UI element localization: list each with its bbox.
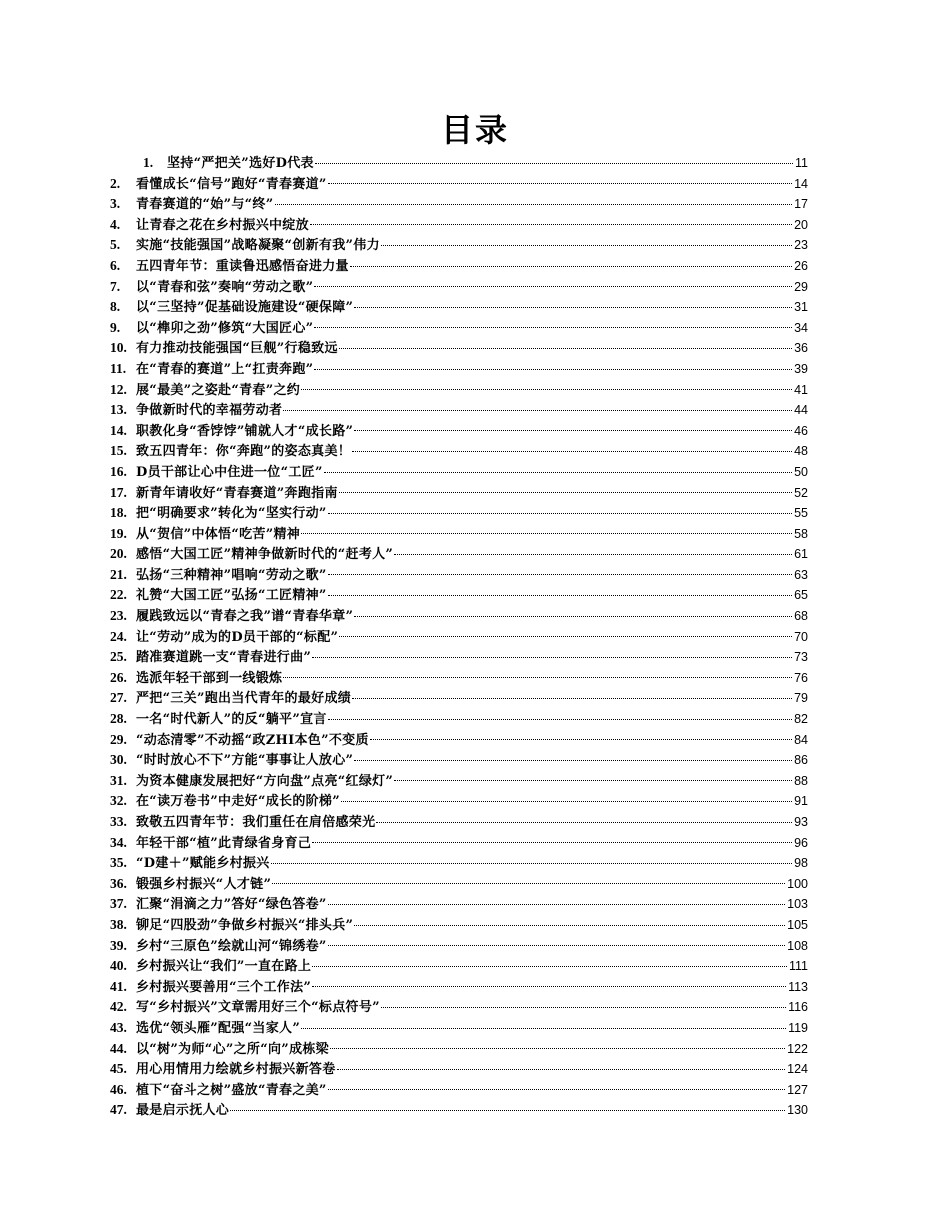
toc-entry[interactable] bbox=[110, 1080, 808, 1101]
toc-entry-page: 119 bbox=[788, 1020, 808, 1035]
toc-entry-title[interactable]: 年轻干部“植”此青绿省身育己 bbox=[136, 835, 312, 851]
toc-leader-dots bbox=[301, 388, 792, 390]
toc-entry[interactable] bbox=[110, 338, 808, 359]
toc-entry-page: 34 bbox=[794, 320, 808, 335]
toc-entry-title[interactable]: 用心用情用力绘就乡村振兴新答卷 bbox=[136, 1062, 336, 1078]
toc-leader-dots bbox=[337, 1068, 786, 1070]
toc-entry-number: 42. bbox=[110, 999, 127, 1015]
toc-entry-number: 45. bbox=[110, 1061, 127, 1077]
toc-entry-page: 127 bbox=[787, 1082, 808, 1097]
toc-entry[interactable] bbox=[110, 277, 808, 298]
toc-leader-dots bbox=[271, 862, 793, 864]
toc-leader-dots bbox=[381, 244, 792, 246]
toc-leader-dots bbox=[328, 512, 792, 514]
toc-entry-page: 116 bbox=[788, 1000, 808, 1015]
toc-entry[interactable] bbox=[110, 688, 808, 709]
toc-leader-dots bbox=[339, 491, 792, 493]
toc-entry-title[interactable]: 选派年轻干部到一线锻炼 bbox=[136, 670, 283, 686]
toc-entry-page: 103 bbox=[787, 897, 808, 912]
toc-entry-title[interactable]: 五四青年节：重读鲁迅感悟奋进力量 bbox=[136, 258, 349, 274]
toc-entry-title[interactable]: 礼赞“大国工匠”弘扬“工匠精神” bbox=[136, 588, 327, 604]
toc-entry[interactable] bbox=[110, 565, 808, 586]
toc-entry-title[interactable]: 职教化身“香饽饽”铺就人才“成长路” bbox=[136, 423, 354, 439]
toc-entry-number: 22. bbox=[110, 587, 127, 603]
toc-entry[interactable] bbox=[110, 730, 808, 751]
toc-entry[interactable] bbox=[110, 441, 808, 462]
toc-entry-page: 86 bbox=[794, 753, 808, 768]
toc-leader-dots bbox=[339, 347, 792, 349]
toc-entry-title[interactable]: 一名“时代新人”的反“躺平”宣言 bbox=[136, 712, 327, 728]
toc-entry-number: 12. bbox=[110, 381, 127, 397]
toc-entry-number: 6. bbox=[110, 257, 121, 273]
toc-entry-title[interactable]: 实施“技能强国”战略凝聚“创新有我”伟力 bbox=[136, 238, 380, 254]
toc-entry-number: 43. bbox=[110, 1019, 127, 1035]
toc-leader-dots bbox=[354, 429, 792, 431]
toc-entry[interactable] bbox=[110, 750, 808, 771]
toc-leader-dots bbox=[328, 944, 785, 946]
toc-entry-page: 84 bbox=[794, 732, 808, 747]
toc-entry-number: 8. bbox=[110, 299, 121, 315]
toc-entry-number: 21. bbox=[110, 566, 127, 582]
toc-entry-number: 32. bbox=[110, 793, 127, 809]
toc-entry[interactable] bbox=[110, 894, 808, 915]
toc-leader-dots bbox=[314, 326, 792, 328]
toc-entry-number: 47. bbox=[110, 1102, 127, 1118]
toc-entry-number: 37. bbox=[110, 896, 127, 912]
toc-entry-title[interactable]: 植下“奋斗之树”盛放“青春之美” bbox=[136, 1082, 327, 1098]
toc-entry-title[interactable]: D员干部让心中住进一位“工匠” bbox=[136, 464, 323, 480]
toc-entry-title[interactable]: 履践致远以“青春之我”谱“青春华章” bbox=[136, 609, 354, 625]
toc-leader-dots bbox=[283, 676, 792, 678]
toc-leader-dots bbox=[328, 594, 792, 596]
toc-entry-page: 46 bbox=[794, 423, 808, 438]
toc-entry-page: 73 bbox=[794, 650, 808, 665]
toc-entry[interactable] bbox=[110, 915, 808, 936]
toc-entry-page: 58 bbox=[794, 526, 808, 541]
toc-entry[interactable] bbox=[110, 791, 808, 812]
toc-entry-page: 44 bbox=[794, 403, 808, 418]
toc-entry[interactable] bbox=[110, 235, 808, 256]
toc-leader-dots bbox=[301, 1027, 786, 1029]
toc-entry-number: 33. bbox=[110, 814, 127, 829]
toc-entry-number: 29. bbox=[110, 731, 127, 747]
toc-entry-page: 82 bbox=[794, 712, 808, 727]
toc-leader-dots bbox=[370, 738, 792, 740]
toc-entry-page: 108 bbox=[787, 938, 808, 953]
toc-entry-page: 122 bbox=[787, 1041, 808, 1056]
toc-leader-dots bbox=[328, 573, 792, 575]
toc-entry-number: 15. bbox=[110, 443, 127, 459]
toc-entry[interactable] bbox=[110, 503, 808, 524]
toc-entry-title[interactable]: 在“青春的赛道”上“扛责奔跑” bbox=[136, 361, 314, 377]
toc-entry-number: 2. bbox=[110, 175, 121, 191]
toc-entry-title[interactable]: 致五四青年：你“奔跑”的姿态真美！ bbox=[136, 444, 352, 460]
toc-entry-number: 40. bbox=[110, 958, 127, 974]
toc-entry-number: 9. bbox=[110, 319, 121, 335]
toc-entry[interactable] bbox=[110, 627, 808, 648]
toc-entry-page: 113 bbox=[788, 979, 808, 994]
toc-entry-page: 61 bbox=[794, 547, 808, 562]
toc-entry-number: 11. bbox=[110, 360, 127, 376]
toc-leader-dots bbox=[283, 409, 792, 411]
toc-entry-page: 88 bbox=[794, 773, 808, 788]
table-of-contents bbox=[110, 153, 808, 1121]
toc-entry-title[interactable]: 看懂成长“信号”跑好“青春赛道” bbox=[136, 176, 327, 192]
toc-entry-number: 38. bbox=[110, 916, 127, 932]
toc-entry-page: 91 bbox=[794, 794, 808, 809]
toc-entry[interactable] bbox=[110, 606, 808, 627]
toc-entry-page: 52 bbox=[794, 485, 808, 500]
toc-entry-title[interactable]: 让“劳动”成为的D员干部的“标配” bbox=[136, 629, 339, 645]
toc-entry-number: 27. bbox=[110, 690, 127, 706]
page-title: 目录 bbox=[440, 111, 509, 149]
toc-entry-number: 31. bbox=[110, 772, 127, 788]
toc-leader-dots bbox=[314, 368, 792, 370]
toc-entry-title[interactable]: 锻强乡村振兴“人才链” bbox=[136, 876, 272, 892]
toc-entry-title[interactable]: 以“青春和弦”奏响“劳动之歌” bbox=[136, 279, 314, 295]
toc-entry-title[interactable]: 以“榫卯之劲”修筑“大国匠心” bbox=[136, 320, 314, 336]
toc-entry-title[interactable]: “时时放心不下”方能“事事让人放心” bbox=[136, 753, 354, 769]
toc-entry[interactable] bbox=[110, 812, 808, 833]
toc-entry[interactable] bbox=[110, 1018, 808, 1039]
toc-entry-number: 17. bbox=[110, 484, 127, 500]
toc-leader-dots bbox=[230, 1109, 785, 1111]
toc-entry-title[interactable]: 最是启示抚人心 bbox=[136, 1103, 230, 1119]
toc-leader-dots bbox=[324, 471, 792, 473]
toc-entry-number: 10. bbox=[110, 340, 127, 356]
toc-leader-dots bbox=[330, 1047, 785, 1049]
toc-entry-title[interactable]: 争做新时代的幸福劳动者 bbox=[136, 403, 283, 419]
toc-leader-dots bbox=[272, 882, 785, 884]
toc-entry-page: 98 bbox=[794, 856, 808, 871]
toc-entry-number: 28. bbox=[110, 711, 127, 727]
toc-entry-page: 70 bbox=[794, 629, 808, 644]
toc-entry[interactable] bbox=[110, 771, 808, 792]
toc-entry-page: 11 bbox=[795, 156, 808, 170]
toc-entry-page: 100 bbox=[787, 876, 808, 891]
toc-leader-dots bbox=[328, 903, 785, 905]
toc-leader-dots bbox=[312, 965, 787, 967]
toc-entry-page: 36 bbox=[794, 341, 808, 356]
toc-entry-title[interactable]: 汇聚“涓滴之力”答好“绿色答卷” bbox=[136, 897, 327, 913]
toc-entry[interactable] bbox=[110, 256, 808, 277]
toc-entry-page: 31 bbox=[794, 300, 808, 315]
toc-leader-dots bbox=[314, 285, 792, 287]
toc-leader-dots bbox=[312, 656, 792, 658]
toc-entry[interactable] bbox=[110, 215, 808, 236]
toc-entry-title[interactable]: 让青春之花在乡村振兴中绽放 bbox=[136, 217, 309, 233]
toc-leader-dots bbox=[354, 924, 785, 926]
toc-entry[interactable] bbox=[110, 483, 808, 504]
toc-entry-page: 55 bbox=[794, 506, 808, 521]
toc-leader-dots bbox=[328, 182, 792, 184]
toc-leader-dots bbox=[354, 615, 792, 617]
toc-entry-number: 5. bbox=[110, 237, 121, 253]
toc-entry[interactable] bbox=[110, 668, 808, 689]
toc-leader-dots bbox=[394, 553, 792, 555]
toc-entry-title[interactable]: 坚持“严把关”选好D代表 bbox=[167, 156, 314, 171]
toc-entry-number: 30. bbox=[110, 752, 127, 768]
toc-entry[interactable] bbox=[110, 997, 808, 1018]
toc-entry[interactable] bbox=[110, 194, 808, 215]
toc-entry[interactable] bbox=[110, 421, 808, 442]
toc-entry-title[interactable]: 展“最美”之姿赴“青春”之约 bbox=[136, 382, 301, 398]
toc-entry[interactable] bbox=[110, 318, 808, 339]
toc-leader-dots bbox=[310, 223, 792, 225]
toc-leader-dots bbox=[341, 800, 792, 802]
toc-entry-title[interactable]: 为资本健康发展把好“方向盘”点亮“红绿灯” bbox=[136, 773, 394, 789]
toc-entry[interactable] bbox=[110, 524, 808, 545]
toc-entry[interactable] bbox=[110, 936, 808, 957]
toc-entry-number: 34. bbox=[110, 834, 127, 850]
toc-entry-title[interactable]: 致敬五四青年节：我们重任在肩倍感荣光 bbox=[136, 815, 376, 830]
toc-entry-page: 65 bbox=[794, 588, 808, 603]
toc-entry[interactable] bbox=[110, 977, 808, 998]
toc-entry[interactable] bbox=[110, 1059, 808, 1080]
toc-entry-page: 26 bbox=[794, 258, 808, 273]
toc-entry-page: 39 bbox=[794, 361, 808, 376]
toc-entry-title[interactable]: 乡村振兴让“我们”一直在路上 bbox=[136, 959, 312, 975]
toc-entry[interactable] bbox=[110, 380, 808, 401]
toc-leader-dots bbox=[394, 779, 792, 781]
toc-entry-page: 14 bbox=[794, 176, 808, 191]
toc-entry-number: 23. bbox=[110, 608, 127, 624]
toc-entry-number: 19. bbox=[110, 525, 127, 541]
toc-entry[interactable] bbox=[110, 462, 808, 483]
toc-leader-dots bbox=[381, 1006, 786, 1008]
toc-entry-page: 68 bbox=[794, 609, 808, 624]
toc-entry-title[interactable]: 从“贺信”中体悟“吃苦”精神 bbox=[136, 526, 301, 542]
toc-leader-dots bbox=[352, 697, 792, 699]
toc-entry-title[interactable]: “动态清零”不动摇“政ZHI本色”不变质 bbox=[136, 732, 369, 748]
toc-entry-page: 105 bbox=[787, 917, 808, 932]
toc-entry-title[interactable]: 严把“三关”跑出当代青年的最好成绩 bbox=[136, 691, 352, 707]
toc-entry[interactable] bbox=[110, 1100, 808, 1121]
toc-entry[interactable] bbox=[110, 1039, 808, 1060]
toc-entry-page: 124 bbox=[787, 1062, 808, 1077]
toc-entry-title[interactable]: 在“读万卷书”中走好“成长的阶梯” bbox=[136, 794, 341, 810]
toc-entry-number: 24. bbox=[110, 628, 127, 644]
toc-entry[interactable] bbox=[110, 297, 808, 318]
toc-entry[interactable] bbox=[110, 709, 808, 730]
toc-leader-dots bbox=[301, 532, 792, 534]
toc-leader-dots bbox=[339, 635, 792, 637]
toc-entry[interactable] bbox=[110, 833, 808, 854]
toc-entry-number: 14. bbox=[110, 422, 127, 438]
toc-entry-number: 35. bbox=[110, 855, 127, 871]
toc-entry[interactable] bbox=[110, 956, 808, 977]
toc-entry-page: 48 bbox=[794, 444, 808, 459]
toc-entry-title[interactable]: 以“树”为师“心”之所“向”成栋梁 bbox=[136, 1041, 329, 1057]
toc-entry-title[interactable]: 新青年请收好“青春赛道”奔跑指南 bbox=[136, 485, 338, 501]
toc-entry[interactable] bbox=[110, 174, 808, 195]
toc-entry[interactable] bbox=[110, 359, 808, 380]
toc-entry-number: 4. bbox=[110, 216, 121, 232]
toc-leader-dots bbox=[328, 718, 792, 720]
toc-entry-title[interactable]: 铆足“四股劲”争做乡村振兴“排头兵” bbox=[136, 917, 354, 933]
toc-entry[interactable] bbox=[110, 400, 808, 421]
toc-entry-title[interactable]: 弘扬“三种精神”唱响“劳动之歌” bbox=[136, 567, 327, 583]
toc-leader-dots bbox=[275, 203, 793, 205]
toc-entry-title[interactable]: 乡村“三原色”绘就山河“锦绣卷” bbox=[136, 938, 327, 954]
toc-leader-dots bbox=[354, 759, 792, 761]
toc-entry-title[interactable]: 踏准赛道跳一支“青春进行曲” bbox=[136, 650, 312, 666]
toc-entry-page: 130 bbox=[787, 1103, 808, 1118]
toc-entry-title[interactable]: 乡村振兴要善用“三个工作法” bbox=[136, 979, 312, 995]
toc-entry-title[interactable]: 有力推动技能强国“巨舰”行稳致远 bbox=[136, 341, 338, 357]
toc-leader-dots bbox=[376, 821, 792, 823]
toc-entry-number: 16. bbox=[110, 463, 127, 479]
toc-entry-number: 39. bbox=[110, 937, 127, 953]
toc-entry-page: 76 bbox=[794, 670, 808, 685]
toc-entry-title[interactable]: 选优“领头雁”配强“当家人” bbox=[136, 1020, 301, 1036]
toc-entry-number: 41. bbox=[110, 978, 127, 994]
toc-entry[interactable] bbox=[110, 585, 808, 606]
toc-entry-title[interactable]: 写“乡村振兴”文章需用好三个“标点符号” bbox=[136, 1000, 380, 1016]
toc-entry-title[interactable]: “D建＋”赋能乡村振兴 bbox=[136, 856, 270, 872]
toc-leader-dots bbox=[352, 450, 792, 452]
toc-leader-dots bbox=[350, 265, 792, 267]
toc-entry[interactable] bbox=[110, 153, 808, 174]
toc-entry-number: 18. bbox=[110, 505, 127, 521]
toc-entry-title[interactable]: 以“三坚持”促基础设施建设“硬保障” bbox=[136, 300, 354, 316]
toc-entry-page: 79 bbox=[794, 691, 808, 706]
toc-entry-title[interactable]: 把“明确要求”转化为“坚实行动” bbox=[136, 506, 327, 522]
toc-leader-dots bbox=[354, 306, 792, 308]
toc-entry-number: 26. bbox=[110, 669, 127, 685]
toc-entry-number: 36. bbox=[110, 875, 127, 891]
toc-entry-number: 20. bbox=[110, 546, 127, 562]
toc-entry-page: 41 bbox=[794, 382, 808, 397]
toc-entry-page: 96 bbox=[794, 835, 808, 850]
toc-entry-page: 29 bbox=[794, 279, 808, 294]
toc-entry-number: 1. bbox=[143, 155, 154, 170]
toc-entry-page: 50 bbox=[794, 464, 808, 479]
toc-leader-dots bbox=[315, 162, 793, 164]
toc-leader-dots bbox=[312, 985, 786, 987]
toc-entry-number: 13. bbox=[110, 402, 127, 418]
toc-entry-page: 63 bbox=[794, 567, 808, 582]
toc-entry-page: 111 bbox=[788, 959, 808, 974]
toc-entry[interactable] bbox=[110, 544, 808, 565]
toc-entry-number: 3. bbox=[110, 196, 121, 212]
toc-entry-page: 17 bbox=[794, 197, 808, 212]
toc-entry-number: 46. bbox=[110, 1081, 127, 1097]
toc-entry-number: 25. bbox=[110, 649, 127, 665]
toc-entry-title[interactable]: 青春赛道的“始”与“终” bbox=[136, 197, 274, 213]
toc-entry[interactable] bbox=[110, 647, 808, 668]
toc-entry[interactable] bbox=[110, 853, 808, 874]
toc-entry-number: 44. bbox=[110, 1040, 127, 1056]
toc-entry-title[interactable]: 感悟“大国工匠”精神争做新时代的“赶考人” bbox=[136, 547, 394, 563]
toc-leader-dots bbox=[312, 841, 792, 843]
toc-entry-page: 93 bbox=[794, 815, 808, 829]
toc-leader-dots bbox=[328, 1088, 785, 1090]
toc-entry[interactable] bbox=[110, 874, 808, 895]
toc-entry-number: 7. bbox=[110, 278, 121, 294]
toc-entry-page: 20 bbox=[794, 217, 808, 232]
toc-entry-page: 23 bbox=[794, 238, 808, 253]
